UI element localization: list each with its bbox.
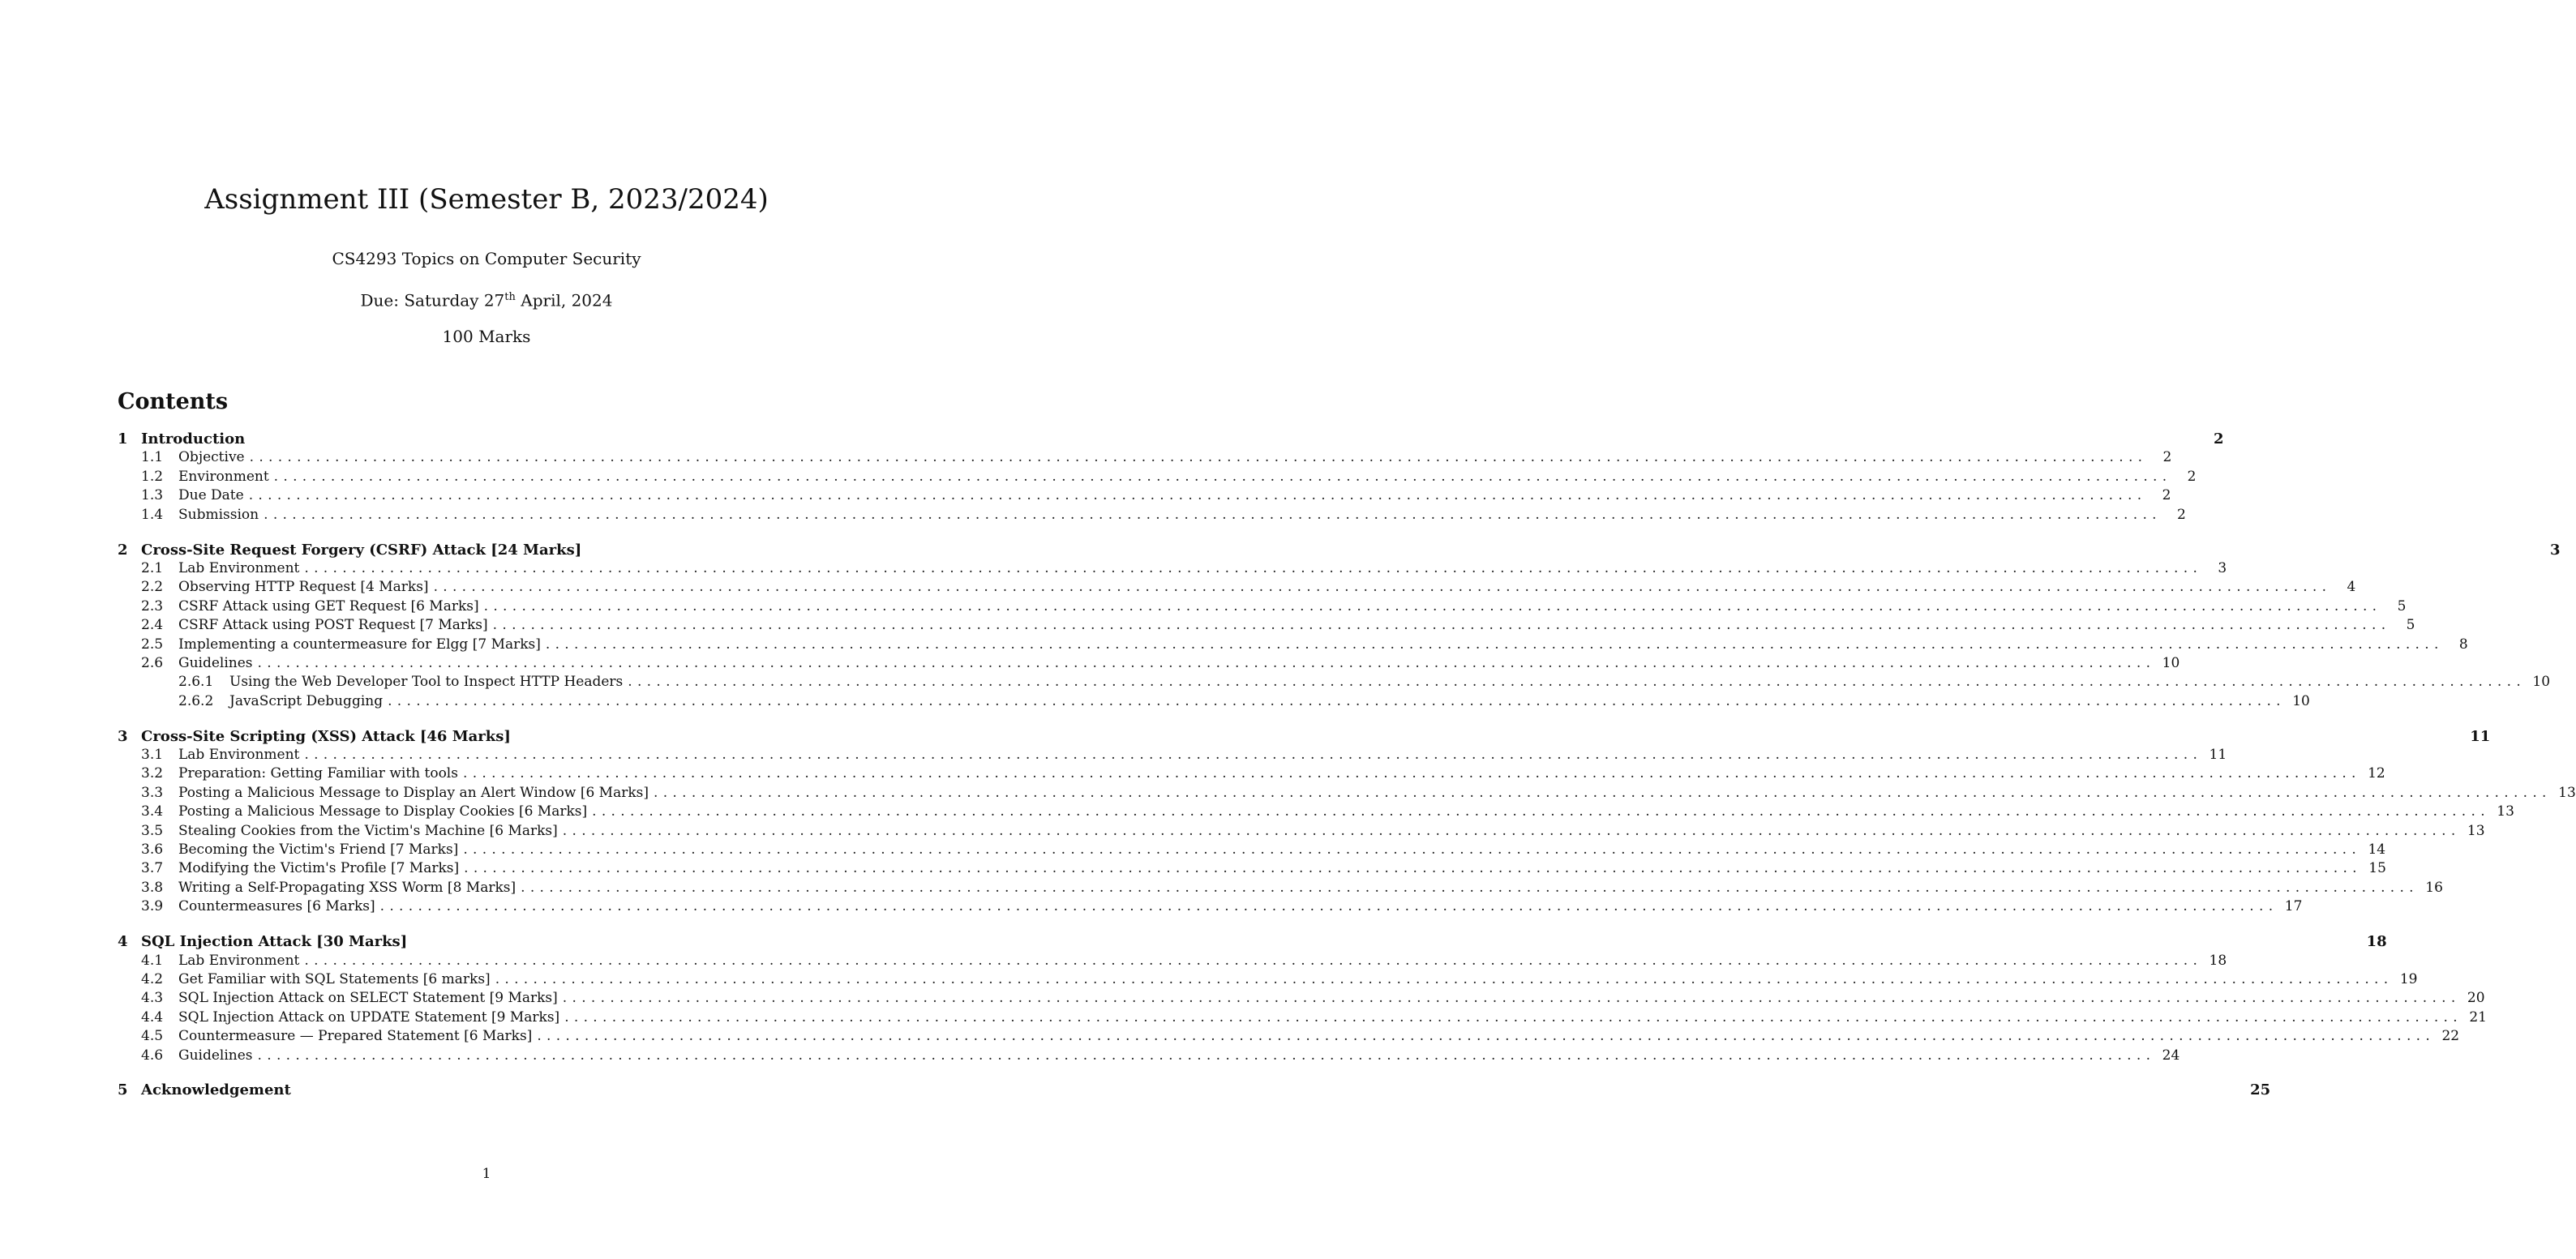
toc-entry-title: SQL Injection Attack on SELECT Statement [9 Marks] <box>178 990 558 1007</box>
toc-entry-title: Cross-Site Request Forgery (CSRF) Attack [24 Marks] <box>141 541 582 559</box>
toc-entry-title: Posting a Malicious Message to Display an Alert Window [6 Marks] <box>178 784 649 801</box>
toc-entry-page: 14 <box>2368 841 2386 858</box>
toc-entry-number: 2.4 <box>141 617 164 634</box>
toc-dot-leader: ........................................................................................................................................................................................................ <box>562 990 2461 1007</box>
toc-entry-title: Due Date <box>178 487 244 504</box>
toc-entry-page: 2 <box>2162 449 2172 466</box>
page-number: 1 <box>482 1166 491 1182</box>
toc-entry-page: 8 <box>2458 636 2468 653</box>
toc-entry[interactable] <box>118 430 2224 448</box>
toc-dot-leader: ........................................................................................................................................................................................................ <box>388 692 2286 709</box>
due-date <box>0 286 973 312</box>
toc-entry-page: 15 <box>2368 860 2386 877</box>
toc-dot-leader: ........................................................................................................................................................................................................ <box>257 654 2156 671</box>
toc-entry-page: 3 <box>2550 541 2561 559</box>
toc-entry[interactable] <box>118 746 2227 764</box>
course-name: CS4293 Topics on Computer Security <box>332 249 641 268</box>
toc-entry-title: Lab Environment <box>178 952 300 969</box>
toc-entry-page: 13 <box>2558 784 2576 801</box>
toc-entry[interactable] <box>118 859 2386 878</box>
toc-dot-leader: ........................................................................................................................................................................................................ <box>483 597 2382 615</box>
toc-entry[interactable] <box>118 822 2485 841</box>
toc-entry[interactable] <box>118 654 2180 673</box>
toc-entry[interactable] <box>118 616 2415 635</box>
toc-entry[interactable] <box>118 727 2491 746</box>
toc-entry-page: 18 <box>2366 933 2387 951</box>
toc-dot-leader: ........................................................................................................................................................................................................ <box>463 841 2362 858</box>
toc-entry[interactable] <box>118 692 2310 711</box>
due-date-prefix: Due: Saturday 27 <box>360 290 505 310</box>
toc-entry[interactable] <box>118 970 2418 989</box>
toc-entry-page: 10 <box>2532 674 2551 691</box>
contents-heading: Contents <box>118 389 229 414</box>
toc-entry[interactable] <box>118 541 2561 559</box>
toc-entry-title: Preparation: Getting Familiar with tools <box>178 765 458 782</box>
toc-entry-title: Modifying the Victim's Profile [7 Marks] <box>178 860 460 877</box>
toc-dot-leader: ........................................................................................................................................................................................................ <box>257 1047 2156 1064</box>
toc-entry-title: CSRF Attack using GET Request [6 Marks] <box>178 597 479 615</box>
toc-entry-number: 3.5 <box>141 822 164 839</box>
toc-entry[interactable] <box>118 506 2186 525</box>
toc-entry-page: 2 <box>2162 487 2171 504</box>
toc-entry-page: 10 <box>2162 654 2180 671</box>
toc-dot-leader: ........................................................................................................................................................................................................ <box>537 1028 2436 1045</box>
toc-entry-number: 2.6 <box>141 654 164 671</box>
table-of-contents <box>118 430 2576 1100</box>
toc-entry-page: 5 <box>2406 617 2415 634</box>
toc-entry-page: 20 <box>2467 990 2485 1007</box>
toc-dot-leader: ........................................................................................................................................................................................................ <box>464 860 2362 877</box>
toc-entry-number: 3.6 <box>141 841 164 858</box>
toc-dot-leader: ........................................................................................................................................................................................................ <box>592 803 2490 820</box>
toc-dot-leader: ........................................................................................................................................................................................................ <box>304 747 2203 764</box>
toc-entry-number: 5 <box>118 1081 128 1099</box>
toc-entry-page: 10 <box>2292 692 2310 709</box>
toc-entry-title: Guidelines <box>178 1047 253 1064</box>
toc-entry-title: JavaScript Debugging <box>229 692 384 709</box>
toc-entry-page: 2 <box>2214 430 2224 448</box>
toc-dot-leader: ........................................................................................................................................................................................................ <box>304 559 2203 576</box>
toc-dot-leader: ........................................................................................................................................................................................................ <box>304 952 2203 969</box>
toc-entry-page: 2 <box>2177 506 2186 523</box>
toc-dot-leader: ........................................................................................................................................................................................................ <box>248 487 2147 504</box>
toc-entry[interactable] <box>118 764 2385 783</box>
toc-entry-number: 2 <box>118 541 128 559</box>
toc-entry-number: 1.1 <box>141 449 164 466</box>
toc-dot-leader: ........................................................................................................................................................................................................ <box>433 579 2332 596</box>
toc-entry-number: 3.2 <box>141 765 164 782</box>
toc-entry-page: 12 <box>2368 765 2385 782</box>
toc-entry-number: 1 <box>118 430 128 448</box>
toc-entry-number: 3.3 <box>141 784 164 801</box>
toc-dot-leader: ........................................................................................................................................................................................................ <box>273 468 2172 485</box>
toc-entry-page: 21 <box>2469 1008 2487 1026</box>
toc-dot-leader: ........................................................................................................................................................................................................ <box>264 506 2162 523</box>
toc-entry[interactable] <box>118 841 2386 859</box>
toc-entry-number: 2.6.1 <box>178 674 214 691</box>
toc-entry[interactable] <box>118 597 2407 616</box>
toc-entry-number: 1.3 <box>141 487 164 504</box>
due-date-superscript: th <box>504 291 516 303</box>
toc-entry-number: 1.2 <box>141 468 164 485</box>
toc-entry-title: Countermeasure — Prepared Statement [6 Marks] <box>178 1028 533 1045</box>
toc-entry-number: 4.6 <box>141 1047 164 1064</box>
toc-entry-title: Acknowledgement <box>141 1081 291 1099</box>
toc-entry-title: Cross-Site Scripting (XSS) Attack [46 Marks] <box>141 727 511 745</box>
toc-entry-page: 18 <box>2209 952 2227 969</box>
toc-entry-number: 3.1 <box>141 747 164 764</box>
toc-entry-page: 16 <box>2425 879 2443 896</box>
toc-entry[interactable] <box>118 1027 2460 1046</box>
toc-dot-leader: ........................................................................................................................................................................................................ <box>521 879 2419 896</box>
toc-entry-title: Becoming the Victim's Friend [7 Marks] <box>178 841 459 858</box>
toc-entry-number: 4.2 <box>141 970 164 987</box>
toc-dot-leader: ........................................................................................................................................................................................................ <box>379 898 2278 915</box>
toc-entry-number: 4.3 <box>141 990 164 1007</box>
toc-entry-title: Submission <box>178 506 259 523</box>
toc-entry[interactable] <box>118 784 2576 803</box>
toc-entry[interactable] <box>118 559 2227 578</box>
toc-entry[interactable] <box>118 486 2171 505</box>
toc-entry-page: 22 <box>2441 1028 2460 1045</box>
toc-entry-page: 5 <box>2397 597 2407 615</box>
toc-entry-title: Introduction <box>141 430 246 448</box>
toc-entry-title: Writing a Self-Propagating XSS Worm [8 Marks] <box>178 879 516 896</box>
toc-entry[interactable] <box>118 1008 2487 1027</box>
toc-dot-leader: ........................................................................................................................................................................................................ <box>492 617 2391 634</box>
toc-entry[interactable] <box>118 448 2172 467</box>
toc-entry-page: 17 <box>2284 898 2303 915</box>
toc-entry-title: Lab Environment <box>178 559 300 576</box>
toc-entry-title: Countermeasures [6 Marks] <box>178 898 375 915</box>
toc-entry[interactable] <box>118 673 2551 692</box>
toc-dot-leader: ........................................................................................................................................................................................................ <box>562 822 2461 839</box>
toc-entry-page: 11 <box>2470 727 2491 745</box>
toc-entry-title: Stealing Cookies from the Victim's Machine [6 Marks] <box>178 822 558 839</box>
toc-entry-page: 19 <box>2399 970 2418 987</box>
toc-entry-title: SQL Injection Attack [30 Marks] <box>141 933 408 951</box>
toc-entry-number: 3.9 <box>141 898 164 915</box>
toc-entry-title: CSRF Attack using POST Request [7 Marks] <box>178 617 488 634</box>
due-date-suffix: April, 2024 <box>515 290 613 310</box>
toc-entry-number: 2.5 <box>141 636 164 653</box>
toc-entry[interactable] <box>118 1047 2180 1065</box>
toc-dot-leader: ........................................................................................................................................................................................................ <box>495 970 2394 987</box>
toc-entry[interactable] <box>118 578 2356 597</box>
toc-dot-leader: ........................................................................................................................................................................................................ <box>462 765 2361 782</box>
toc-entry-number: 3.8 <box>141 879 164 896</box>
toc-entry-page: 11 <box>2209 747 2227 764</box>
toc-entry-number: 4.5 <box>141 1028 164 1045</box>
toc-entry-title: Implementing a countermeasure for Elgg [7 Marks] <box>178 636 541 653</box>
toc-dot-leader: ........................................................................................................................................................................................................ <box>249 449 2148 466</box>
toc-entry[interactable] <box>118 952 2227 970</box>
toc-entry[interactable] <box>118 636 2468 654</box>
document-title: Assignment III (Semester B, 2023/2024) <box>204 183 769 216</box>
toc-entry[interactable] <box>118 989 2485 1008</box>
toc-entry-page: 4 <box>2347 579 2356 596</box>
toc-entry-page: 24 <box>2162 1047 2180 1064</box>
toc-entry-page: 2 <box>2187 468 2197 485</box>
toc-entry[interactable] <box>118 468 2197 486</box>
toc-entry-title: Posting a Malicious Message to Display Cookies [6 Marks] <box>178 803 588 820</box>
toc-dot-leader: ........................................................................................................................................................................................................ <box>564 1008 2462 1026</box>
toc-entry[interactable] <box>118 879 2443 897</box>
toc-entry-title: Observing HTTP Request [4 Marks] <box>178 579 429 596</box>
toc-entry-number: 4.1 <box>141 952 164 969</box>
toc-entry-title: Lab Environment <box>178 747 300 764</box>
toc-entry-page: 13 <box>2497 803 2514 820</box>
toc-entry-number: 3.7 <box>141 860 164 877</box>
toc-entry[interactable] <box>118 1081 2271 1099</box>
toc-entry-title: Guidelines <box>178 654 253 671</box>
toc-entry-title: SQL Injection Attack on UPDATE Statement [9 Marks] <box>178 1008 560 1026</box>
toc-entry-page: 3 <box>2218 559 2227 576</box>
toc-dot-leader: ........................................................................................................................................................................................................ <box>628 674 2527 691</box>
toc-entry[interactable] <box>118 932 2387 951</box>
toc-entry-title: Get Familiar with SQL Statements [6 marks] <box>178 970 491 987</box>
toc-entry[interactable] <box>118 897 2303 916</box>
toc-dot-leader: ........................................................................................................................................................................................................ <box>545 636 2444 653</box>
toc-entry-page: 25 <box>2250 1081 2271 1099</box>
toc-entry-number: 2.1 <box>141 559 164 576</box>
toc-entry-number: 1.4 <box>141 506 164 523</box>
toc-entry-title: Environment <box>178 468 269 485</box>
toc-entry-number: 2.2 <box>141 579 164 596</box>
toc-dot-leader: ........................................................................................................................................................................................................ <box>654 784 2552 801</box>
toc-entry-title: Using the Web Developer Tool to Inspect HTTP Headers <box>229 674 624 691</box>
toc-entry-number: 4.4 <box>141 1008 164 1026</box>
toc-entry-number: 2.6.2 <box>178 692 214 709</box>
total-marks: 100 Marks <box>442 327 531 346</box>
toc-entry-number: 4 <box>118 933 128 951</box>
toc-entry[interactable] <box>118 803 2514 821</box>
toc-entry-number: 3 <box>118 727 128 745</box>
toc-entry-number: 3.4 <box>141 803 164 820</box>
toc-entry-title: Objective <box>178 449 245 466</box>
toc-entry-page: 13 <box>2467 822 2485 839</box>
toc-entry-number: 2.3 <box>141 597 164 615</box>
